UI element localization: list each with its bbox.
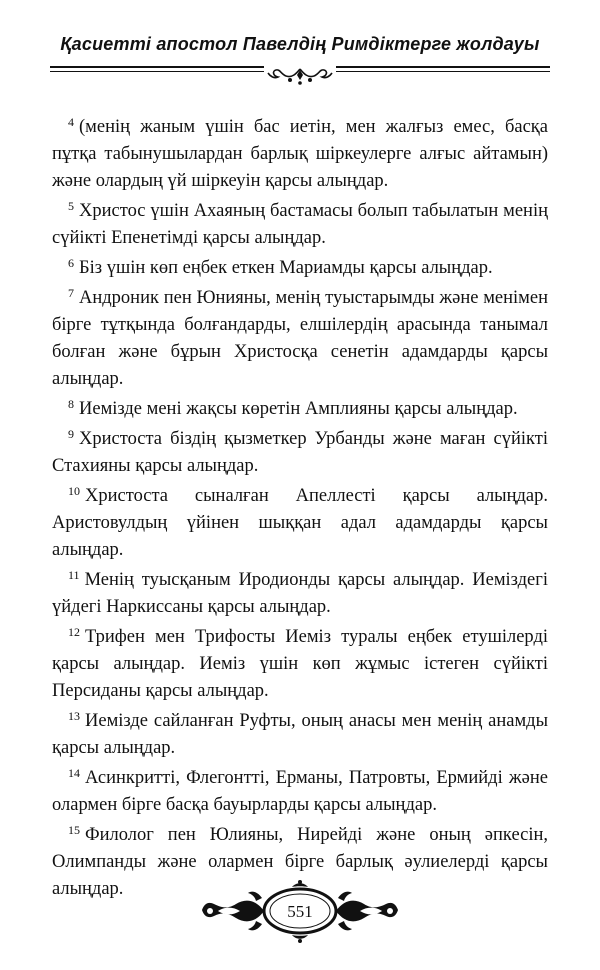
verse [52, 285, 548, 393]
verse-number: 6 [68, 256, 74, 270]
verse-text: Андроник пен Юнияны, менің туыстарымды және менімен бірге тұтқында болғандарды, елшілердің арасында танымал болған және бұрын Христосқа сенетін адамдарды қарсы алыңдар. [52, 288, 548, 389]
verse-number: 5 [68, 199, 74, 213]
verse-number: 11 [68, 568, 80, 582]
verse-text: Христоста біздің қызметкер Урбанды және маған сүйікті Стахияны қарсы алыңдар. [52, 429, 548, 476]
verse-number: 9 [68, 427, 74, 441]
verse-text: Менің туысқаным Иродионды қарсы алыңдар. Иеміздегі үйдегі Наркиссаны қарсы алыңдар. [52, 570, 548, 617]
verse-text: Трифен мен Трифосты Иеміз туралы еңбек етушілерді қарсы алыңдар. Иеміз үшін көп жұмыс істеген сүйікті Персиданы қарсы алыңдар. [52, 627, 548, 701]
verse-number: 8 [68, 397, 74, 411]
verse-text: Христос үшін Ахаяның бастамасы болып табылатын менің сүйікті Епенетімді қарсы алыңдар. [52, 201, 548, 248]
verse-text: Христоста сыналған Апеллесті қарсы алыңдар. Аристовулдың үйінен шыққан адал адамдарды қарсы алыңдар. [52, 486, 548, 560]
verse [52, 198, 548, 252]
verse [52, 567, 548, 621]
running-header: Қасиетті апостол Павелдің Римдіктерге жолдауы [60, 34, 540, 54]
verse [52, 255, 548, 282]
page-number: 551 [287, 902, 313, 921]
verse-text: Біз үшін көп еңбек еткен Мариамды қарсы алыңдар. [79, 258, 493, 278]
verse [52, 114, 548, 195]
header-ornament-icon [264, 66, 336, 88]
verse-number: 4 [68, 115, 74, 129]
verse [52, 624, 548, 705]
text-body [52, 114, 548, 906]
verse [52, 396, 548, 423]
verse-text: Филолог пен Юлияны, Нирейді және оның әпкесін, Олимпанды және олармен бірге барлық әулиелерді қарсы алыңдар. [52, 825, 548, 899]
verse [52, 708, 548, 762]
verse-number: 7 [68, 286, 74, 300]
verse [52, 483, 548, 564]
verse-number: 14 [68, 766, 80, 780]
verse-number: 15 [68, 823, 80, 837]
verse-text: Иемізде мені жақсы көретін Амплияны қарсы алыңдар. [79, 399, 518, 419]
verse-text: (менің жаным үшін бас иетін, мен жалғыз емес, басқа пұтқа табынушылардан барлық шіркеулерге алғыс айтамын) және олардың үй шіркеуін қарсы алыңдар. [52, 117, 548, 191]
verse [52, 426, 548, 480]
verse-number: 12 [68, 625, 80, 639]
verse-number: 13 [68, 709, 80, 723]
verse-text: Иемізде сайланған Руфты, оның анасы мен менің анамды қарсы алыңдар. [52, 711, 548, 758]
verse-text: Асинкритті, Флегонтті, Ерманы, Патровты, Ермийді және олармен бірге басқа бауырларды қарсы алыңдар. [52, 768, 548, 815]
verse-number: 10 [68, 484, 80, 498]
verse [52, 765, 548, 819]
